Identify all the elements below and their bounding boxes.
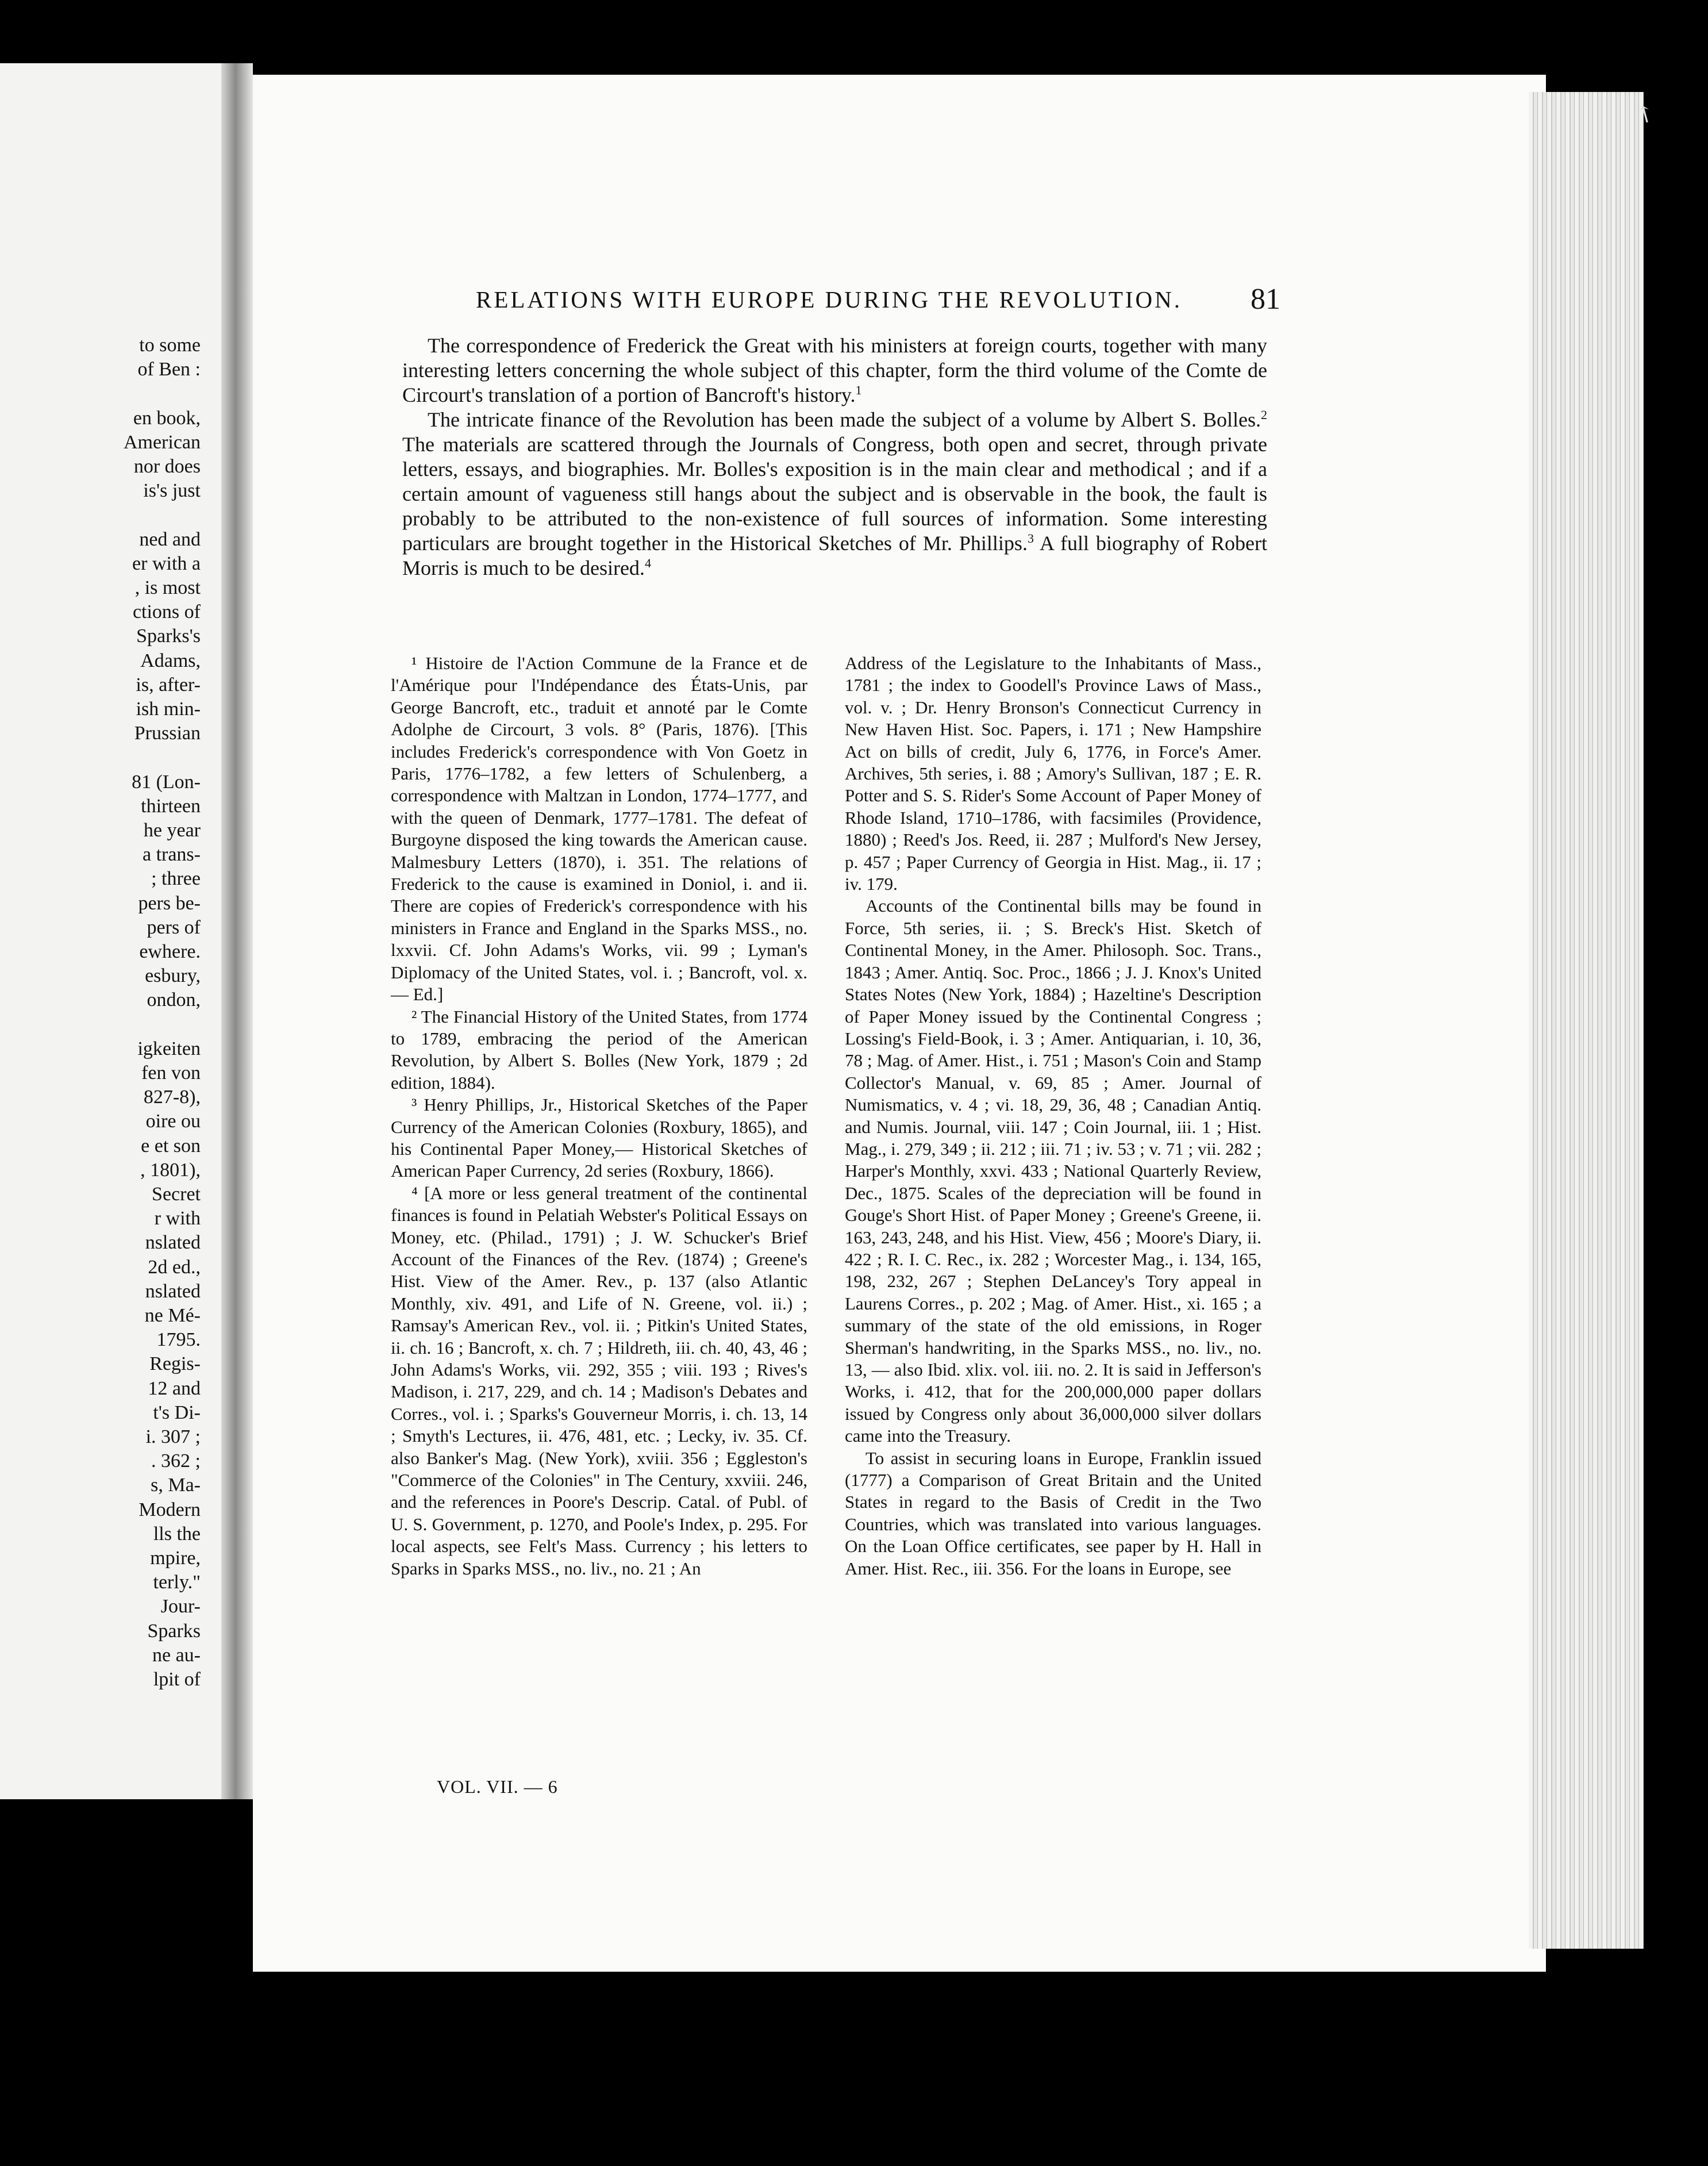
- facing-page-line: terly.": [153, 1572, 201, 1593]
- facing-page-line: 827-8),: [143, 1086, 201, 1108]
- facing-page-line: s, Ma-: [151, 1474, 201, 1496]
- facing-page-line: nor does: [133, 456, 201, 477]
- facing-page-line: er with a: [132, 552, 201, 574]
- facing-page-line: Jour-: [160, 1596, 201, 1618]
- footnote-ref: 3: [1027, 531, 1034, 546]
- facing-page-line: ne au-: [152, 1644, 201, 1666]
- footnote-4: ⁴ [A more or less general treatment of the continental finances is found in Pelatiah Webster's Political Essays on Money, etc. (Philad., 1791) ; J. W. Schucker's Brief Account of the Finances of the Rev. (1874) ; Greene's Hist. View of the Amer. Rev., p. 137 (also Atlantic Monthly, xiv. 491, and Life of N. Greene, vol. ii.) ; Ramsay's American Rev., vol. ii. ; Pitkin's United States, ii. ch. 16 ; Bancroft, x. ch. 7 ; Hildreth, iii. ch. 40, 43, 46 ; John Adams's Works, vii. 292, 355 ; viii. 193 ; Rives's Madison, i. 217, 229, and ch. 14 ; Madison's Debates and Corres., vol. i. ; Sparks's Gouverneur Morris, i. ch. 13, 14 ; Smyth's Lectures, ii. 476, 481, etc. ; Lecky, iv. 35. Cf. also Banker's Mag. (New York), xviii. 356 ; Eggleston's "Commerce of the Colonies" in The Century, xxviii. 246, and the references in Poore's Descrip. Catal. of Publ. of U. S. Government, p. 1270, and Poole's Index, p. 295. For local aspects, see Felt's Mass. Currency ; his letters to Sparks in Sparks MSS., no. liv., no. 21 ; An: [391, 1182, 807, 1579]
- body-text: [402, 333, 1267, 581]
- facing-page-line: e et son: [141, 1135, 201, 1157]
- facing-page-line: Sparks's: [136, 625, 201, 647]
- facing-page-line: ondon,: [147, 989, 201, 1011]
- facing-page-line: Modern: [139, 1499, 201, 1520]
- facing-page-line: , is most: [134, 577, 201, 598]
- footnote-ref: 2: [1261, 408, 1267, 422]
- facing-page-line: ned and: [139, 528, 201, 550]
- footnote-paragraph: Accounts of the Continental bills may be found in Force, 5th series, ii. ; S. Breck's Hist. Sketch of Continental Money, in the Amer. Philosoph. Soc. Trans., 1843 ; Amer. Antiq. Soc. Proc., 1866 ; J. J. Knox's United States Notes (New York, 1884) ; Hazeltine's Description of Paper Money issued by the Continental Congress ; Lossing's Field-Book, i. 3 ; Amer. Antiquarian, i. 10, 36, 78 ; Mag. of Amer. Hist., i. 751 ; Mason's Coin and Stamp Collector's Manual, v. 69, 85 ; Amer. Journal of Numismatics, v. 4 ; vi. 18, 29, 36, 48 ; Canadian Antiq. and Numis. Journal, viii. 147 ; Coin Journal, iii. 1 ; Hist. Mag., i. 279, 349 ; ii. 212 ; iii. 71 ; iv. 53 ; v. 71 ; vii. 282 ; Harper's Monthly, xxvi. 433 ; National Quarterly Review, Dec., 1875. Scales of the depreciation will be found in Gouge's Short Hist. of Paper Money ; Greene's Greene, ii. 163, 243, 248, and his Hist. View, 456 ; Moore's Diary, ii. 422 ; R. I. C. Rec., ix. 282 ; Worcester Mag., i. 134, 165, 198, 232, 267 ; Stephen DeLancey's Tory appeal in Laurens Corres., p. 202 ; Mag. of Amer. Hist., xi. 165 ; a summary of the state of the old emissions, in Roger Sherman's handwriting, in the Sparks MSS., no. liv., no. 13, — also Ibid. xlix. vol. iii. no. 2. It is said in Jefferson's Works, i. 412, that for the 200,000,000 paper dollars issued by Congress only about 36,000,000 silver dollars came into the Treasury.: [845, 896, 1261, 1446]
- facing-page-line: ctions of: [132, 601, 201, 623]
- facing-page-line: 1795.: [156, 1329, 201, 1351]
- facing-page-line: ne Mé-: [144, 1305, 201, 1326]
- corner-mark: ↖: [1630, 98, 1660, 130]
- facing-page-line: , 1801),: [140, 1159, 201, 1181]
- facing-page-line: ewhere.: [139, 941, 201, 962]
- facing-page-line: thirteen: [141, 795, 201, 817]
- footnote-4-continued: Address of the Legislature to the Inhabitants of Mass., 1781 ; the index to Goodell's Province Laws of Mass., vol. v. ; Dr. Henry Bronson's Connecticut Currency in New Haven Hist. Soc. Papers, i. 171 ; New Hampshire Act on bills of credit, July 6, 1776, in Force's Amer. Archives, 5th series, i. 88 ; Amory's Sullivan, 187 ; E. R. Potter and S. S. Rider's Some Account of Paper Money of Rhode Island, 1710–1786, with facsimiles (Providence, 1880) ; Reed's Jos. Reed, ii. 287 ; Mulford's New Jersey, p. 457 ; Paper Currency of Georgia in Hist. Mag., ii. 17 ; iv. 179.: [845, 653, 1261, 894]
- footnote-paragraph: To assist in securing loans in Europe, Franklin issued (1777) a Comparison of Great Britain and the United States in regard to the Basis of Credit in the Two Countries, which was translated into various languages. On the Loan Office certificates, see paper by H. Hall in Amer. Hist. Rec., iii. 356. For the loans in Europe, see: [845, 1447, 1261, 1579]
- facing-page-line: t's Di-: [153, 1401, 201, 1423]
- facing-page-line: a trans-: [142, 844, 201, 866]
- facing-page-line: Prussian: [134, 723, 201, 744]
- facing-page-line: is, after-: [136, 674, 201, 696]
- facing-page-line: Secret: [152, 1184, 201, 1205]
- signature-mark: VOL. VII. — 6: [437, 1776, 558, 1797]
- facing-page-line: lpit of: [153, 1669, 201, 1690]
- facing-page-line: oire ou: [145, 1111, 201, 1132]
- footnotes-right-column: [845, 652, 1261, 1580]
- footnote-3: ³ Henry Phillips, Jr., Historical Sketches of the Paper Currency of the American Colonies (Roxbury, 1865), and his Continental Paper Money,— Historical Sketches of American Paper Currency, 2d series (Roxbury, 1866).: [391, 1094, 807, 1181]
- footnote-ref: 4: [644, 556, 651, 570]
- footnote-1: ¹ Histoire de l'Action Commune de la France et de l'Amérique pour l'Indépendance des États-Unis, par George Bancroft, etc., traduit et annoté par le Comte Adolphe de Circourt, 3 vols. 8° (Paris, 1876). [This includes Frederick's correspondence with Von Goetz in Paris, 1776–1782, a few letters of Schulenberg, a correspondence with Maltzan in London, 1774–1777, and with the queen of Denmark, 1777–1781. The defeat of Burgoyne disposed the king towards the American cause. Malmesbury Letters (1870), i. 351. The relations of Frederick to the cause is examined in Doniol, i. and ii. There are copies of Frederick's correspondence with his ministers in France and England in the Sparks MSS., no. lxxvii. Cf. John Adams's Works, vii. 99 ; Lyman's Diplomacy of the United States, vol. i. ; Bancroft, vol. x. — Ed.]: [391, 653, 807, 1005]
- facing-page-line: fen von: [141, 1062, 201, 1084]
- footnote-ref: 1: [855, 383, 862, 397]
- running-title: RELATIONS WITH EUROPE DURING THE REVOLUTION.: [476, 286, 1183, 313]
- facing-page-line: pers be-: [138, 892, 201, 914]
- facing-page-line: i. 307 ;: [145, 1426, 201, 1447]
- facing-page-line: r with: [154, 1208, 201, 1230]
- facing-page-line: 81 (Lon-: [132, 771, 201, 793]
- facing-page-line: ish min-: [136, 698, 201, 720]
- facing-page-line: he year: [143, 820, 201, 841]
- facing-page-line: mpire,: [150, 1547, 201, 1569]
- page-number: 81: [1251, 283, 1280, 316]
- facing-page-line: lls the: [153, 1523, 201, 1545]
- running-head: [476, 283, 1280, 316]
- facing-page-line: American: [123, 431, 201, 453]
- page-edges: [1529, 92, 1644, 1949]
- footnotes-left-column: [391, 652, 807, 1580]
- facing-page-line: nslated: [145, 1232, 201, 1254]
- body-paragraph: The correspondence of Frederick the Great with his ministers at foreign courts, together with many interesting letters concerning the whole subject of this chapter, form the third volume of the Comte de Circourt's translation of a portion of Bancroft's history.$^1$: [402, 334, 1267, 406]
- facing-page-line: to some: [139, 335, 201, 356]
- body-paragraph: The intricate finance of the Revolution has been made the subject of a volume by Albert S. Bolles.$^2$ The materials are scattered through the Journals of Congress, both open and secret, through private letters, essays, and biographies. Mr. Bolles's exposition is in the main clear and methodical ; and if a certain amount of vagueness still hangs about the subject and is observable in the book, the fault is probably to be attributed to the non-existence of full sources of information. Some interesting particulars are brought together in the Historical Sketches of Mr. Phillips.$^3$ A full biography of Robert Morris is much to be desired.$^4$: [402, 408, 1267, 579]
- facing-page-line: Sparks: [147, 1620, 201, 1642]
- facing-page-fragment: [0, 63, 225, 1799]
- facing-page-line: Regis-: [149, 1353, 201, 1375]
- facing-page-line: esbury,: [145, 965, 201, 987]
- facing-page-line: is's just: [143, 480, 201, 502]
- facing-page-line: Adams,: [140, 650, 201, 671]
- facing-page-line: pers of: [147, 916, 201, 938]
- facing-page-line: of Ben :: [137, 359, 201, 381]
- book-gutter: [221, 63, 253, 1799]
- facing-page-line: . 362 ;: [151, 1450, 201, 1472]
- facing-page-line: nslated: [145, 1280, 201, 1302]
- footnote-2: ² The Financial History of the United States, from 1774 to 1789, embracing the period of the American Revolution, by Albert S. Bolles (New York, 1879 ; 2d edition, 1884).: [391, 1006, 807, 1093]
- facing-page-line: en book,: [133, 407, 201, 429]
- facing-page-line: ; three: [151, 868, 201, 890]
- facing-page-line: 12 and: [148, 1377, 201, 1399]
- facing-page-line: 2d ed.,: [148, 1256, 201, 1278]
- facing-page-line: igkeiten: [137, 1038, 201, 1059]
